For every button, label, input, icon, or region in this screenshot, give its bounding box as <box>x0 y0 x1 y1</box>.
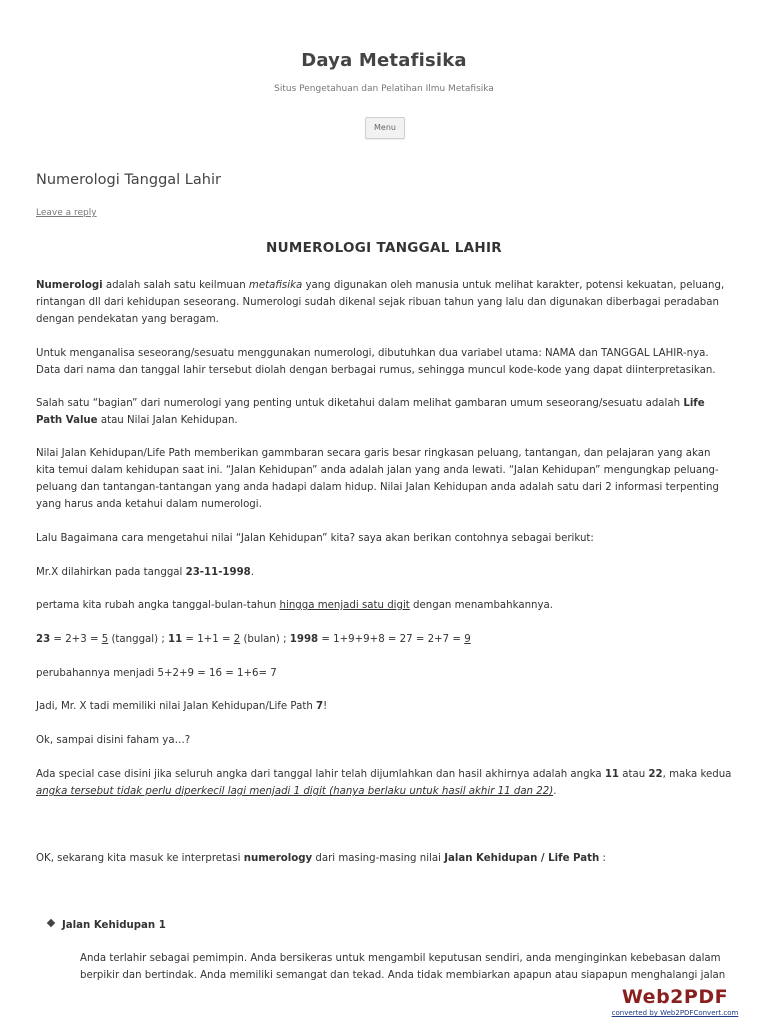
paragraph-calculation <box>36 631 732 648</box>
paragraph-explanation: Nilai Jalan Kehidupan/Life Path memberikan gammbaran secara garis besar ringkasan peluang, tantangan, dan pelajaran yang akan kita temui dalam kehidupan saat ini. “Jalan Kehidupan” anda adalah jalan yang anda lewati. “Jalan Kehidupan” mengungkap peluang-peluang dan tantangan-tantangan yang anda hadapi dalam hidup. Nilai Jalan Kehidupan anda adalah satu dari 2 informasi terpenting yang harus anda ketahui dalam numerologi. <box>36 448 719 510</box>
bold-text: 23-11-1998 <box>185 567 251 578</box>
bold-text: Life Path Value <box>36 398 705 426</box>
paragraph-life-path <box>36 395 732 429</box>
site-title[interactable]: Daya Metafisika <box>301 50 467 71</box>
text: (bulan) ; <box>240 634 290 645</box>
paragraph-check: Ok, sampai disini faham ya…? <box>36 735 191 746</box>
bold-text: 1998 <box>289 634 319 645</box>
text: . <box>553 786 557 797</box>
text: adalah salah satu keilmuan <box>102 280 249 291</box>
paragraph-result: perubahannya menjadi 5+2+9 = 16 = 1+6= 7 <box>36 668 277 679</box>
bold-text: Numerologi <box>36 280 103 291</box>
text: pertama kita rubah angka tanggal-bulan-tahun <box>36 600 280 611</box>
list-item: Jalan Kehidupan 1 <box>62 920 166 931</box>
web2pdf-logo: Web2PDF <box>621 986 729 1008</box>
menu-button[interactable]: Menu <box>365 117 405 139</box>
text: dari masing-masing nilai <box>312 853 445 864</box>
bullet-icon <box>47 919 55 927</box>
article-heading: NUMEROLOGI TANGGAL LAHIR <box>266 240 502 256</box>
bold-text: 7 <box>316 701 324 712</box>
underlined-text: 5 <box>101 634 109 645</box>
text: . <box>250 567 255 578</box>
text: atau Nilai Jalan Kehidupan. <box>97 415 238 426</box>
underlined-italic-text: angka tersebut tidak perlu diperkecil lagi menjadi 1 digit (hanya berlaku untuk hasil akhir 11 dan 22) <box>36 786 554 797</box>
paragraph-example <box>36 564 732 581</box>
paragraph-special-case <box>36 766 732 800</box>
text: yang digunakan oleh manusia untuk melihat karakter, potensi kekuatan, peluang, rintangan dll dari kehidupan seseorang. Numerologi sudah dikenal sejak ribuan tahun yang lalu dan digunakan diberbagai peradaban dengan pendekatan yang beragam. <box>36 280 725 325</box>
text: Mr.X dilahirkan pada tanggal <box>36 567 186 578</box>
paragraph-variables: Untuk menganalisa seseorang/sesuatu menggunakan numerologi, dibutuhkan dua variabel utama: NAMA dan TANGGAL LAHIR-nya. Data dari nama dan tanggal lahir tersebut diolah dengan berbagai rumus, sehingga muncul kode-kode yang dapat diinterpretasikan. <box>36 348 716 376</box>
post-title[interactable]: Numerologi Tanggal Lahir <box>36 172 221 188</box>
paragraph-intro <box>36 277 732 328</box>
bold-text: 23 <box>36 634 51 645</box>
text: (tanggal) ; <box>108 634 168 645</box>
text: Ada special case disini jika seluruh angka dari tanggal lahir telah dijumlahkan dan hasil akhirnya adalah angka <box>36 769 605 780</box>
text: , maka kedua <box>662 769 732 780</box>
paragraph-question: Lalu Bagaimana cara mengetahui nilai “Jalan Kehidupan” kita? saya akan berikan contohnya sebagai berikut: <box>36 533 594 544</box>
paragraph-interpretation <box>36 850 732 867</box>
text: Jadi, Mr. X tadi memiliki nilai Jalan Kehidupan/Life Path <box>36 701 317 712</box>
text: : <box>599 853 606 864</box>
paragraph-conclusion <box>36 698 732 715</box>
text: dengan menambahkannya. <box>409 600 553 611</box>
bold-text: Jalan Kehidupan / Life Path <box>444 853 600 864</box>
underlined-text: hingga menjadi satu digit <box>279 600 410 611</box>
web2pdf-link[interactable]: converted by Web2PDFConvert.com <box>611 1009 739 1017</box>
text: = 2+3 = <box>50 634 102 645</box>
text: atau <box>619 769 649 780</box>
underlined-text: 2 <box>233 634 241 645</box>
text: ! <box>323 701 328 712</box>
text: Salah satu “bagian” dari numerologi yang penting untuk diketahui dalam melihat gambaran umum seseorang/sesuatu adalah <box>36 398 684 409</box>
bold-text: 11 <box>604 769 619 780</box>
paragraph-step-one <box>36 597 732 614</box>
italic-text: metafisika <box>248 280 303 291</box>
bold-text: numerology <box>243 853 313 864</box>
underlined-text: 9 <box>464 634 471 645</box>
bold-text: 22 <box>648 769 663 780</box>
leave-reply-link[interactable]: Leave a reply <box>36 208 97 218</box>
web2pdf-badge[interactable] <box>610 986 740 1022</box>
paragraph-life-path-1: Anda terlahir sebagai pemimpin. Anda bersikeras untuk mengambil keputusan sendiri, anda menginginkan kebebasan dalam berpikir dan bertindak. Anda memiliki semangat dan tekad. Anda tidak membiarkan apapun atau siapapun menghalangi jalan <box>80 953 726 981</box>
text: = 1+1 = <box>182 634 234 645</box>
site-description: Situs Pengetahuan dan Pelatihan Ilmu Metafisika <box>274 84 494 94</box>
text: OK, sekarang kita masuk ke interpretasi <box>36 853 244 864</box>
bold-text: 11 <box>168 634 183 645</box>
text: = 1+9+9+8 = 27 = 2+7 = <box>318 634 465 645</box>
